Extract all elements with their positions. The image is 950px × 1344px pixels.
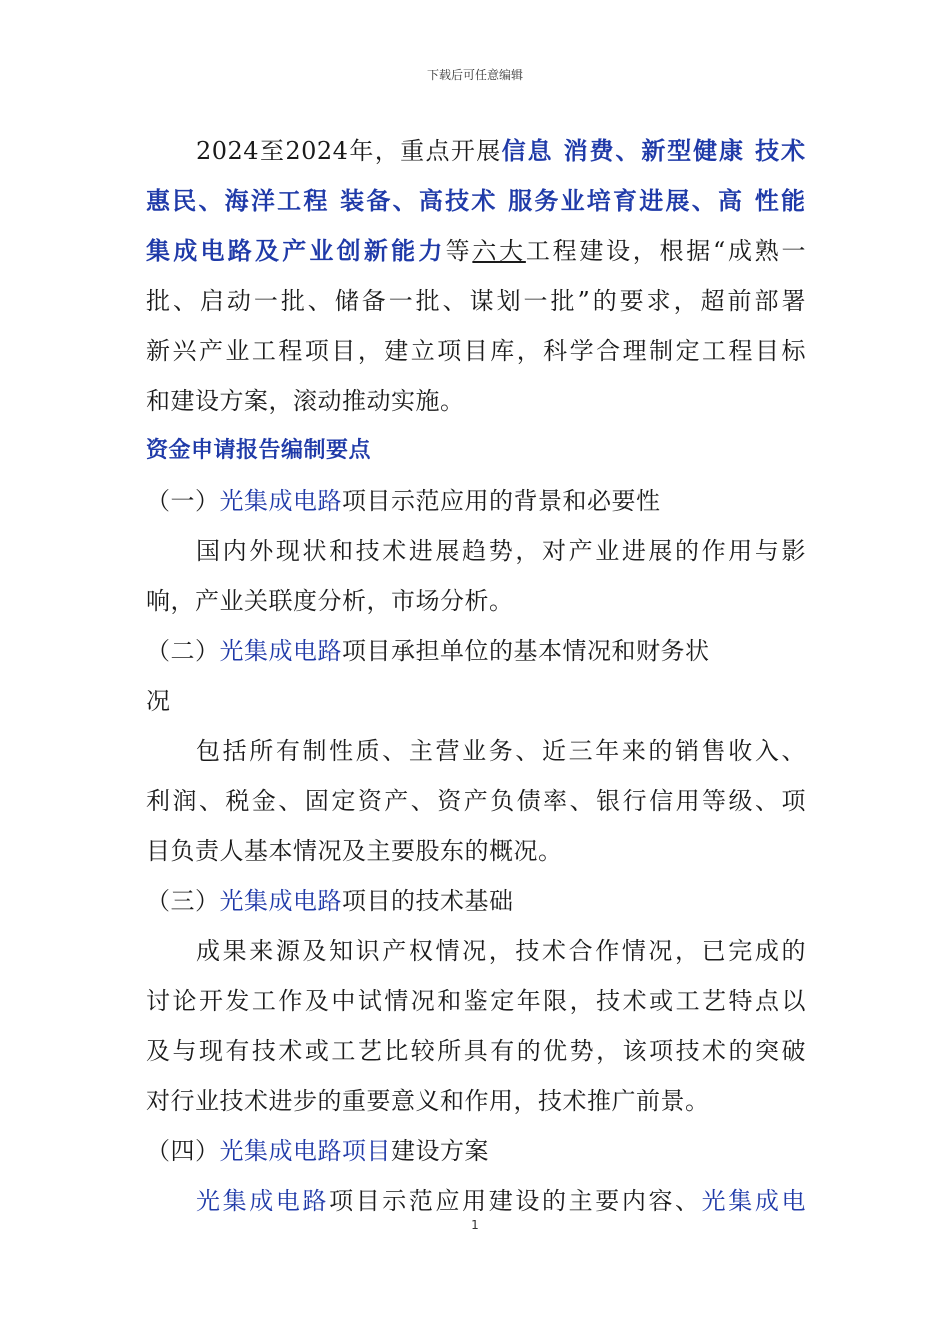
page-header: 下载后可任意编辑 [426, 68, 523, 82]
document-body [146, 126, 806, 1226]
section-4-body-1: 光集成电路项目示范应用建设的主要内容、光集成电 [196, 1187, 807, 1215]
underlined-text: 六大 [472, 237, 526, 265]
intro-line-6: 和建设方案，滚动推动实施。 [146, 387, 465, 415]
section-2-title-cont: 况 [146, 687, 171, 715]
highlight-text: 惠民、海洋工程 装备、高技术 服务业培育进展、高 性能 [146, 187, 806, 215]
section-4-title: （四）光集成电路项目建设方案 [146, 1137, 489, 1165]
section-2-body-2: 利润、税金、固定资产、资产负债率、银行信用等级、项 [146, 787, 806, 815]
section-1-body-2: 响，产业关联度分析，市场分析。 [146, 587, 514, 615]
highlight-text: 信息 消费、新型健康 技术 [501, 137, 806, 165]
highlight-text: 光集成电 [701, 1187, 807, 1215]
highlight-text: 光集成电路项目 [219, 1137, 391, 1165]
section-3-body-3: 及与现有技术或工艺比较所具有的优势，该项技术的突破 [146, 1037, 806, 1065]
highlight-text: 光集成电路 [196, 1187, 330, 1215]
section-1-title: （一）光集成电路项目示范应用的背景和必要性 [146, 487, 661, 515]
section-2-body-3: 目负责人基本情况及主要股东的概况。 [146, 837, 563, 865]
highlight-text: 光集成电路 [219, 487, 342, 515]
section-heading: 资金申请报告编制要点 [146, 438, 372, 463]
intro-line-2 [146, 176, 806, 226]
intro-line-1: 2024至2024年，重点开展信息 消费、新型健康 技术 [196, 137, 806, 165]
section-3-body-4: 对行业技术进步的重要意义和作用，技术推广前景。 [146, 1087, 710, 1115]
section-1-body-1: 国内外现状和技术进展趋势，对产业进展的作用与影 [196, 537, 806, 565]
page-number: 1 [471, 1218, 479, 1232]
section-3-body-2: 讨论开发工作及中试情况和鉴定年限，技术或工艺特点以 [146, 987, 806, 1015]
intro-line-5: 新兴产业工程项目，建立项目库，科学合理制定工程目标 [146, 337, 806, 365]
intro-line-3: 集成电路及产业创新能力等六大工程建设，根据“成熟一 [146, 237, 807, 265]
section-2-title: （二）光集成电路项目承担单位的基本情况和财务状 [146, 637, 710, 665]
section-3-body-1: 成果来源及知识产权情况，技术合作情况，已完成的 [196, 937, 806, 965]
section-3-title: （三）光集成电路项目的技术基础 [146, 887, 514, 915]
highlight-text: 光集成电路 [219, 637, 342, 665]
intro-line-4: 批、启动一批、储备一批、谋划一批”的要求，超前部署 [146, 287, 806, 315]
highlight-text: 光集成电路 [219, 887, 342, 915]
section-2-body-1: 包括所有制性质、主营业务、近三年来的销售收入、 [196, 737, 806, 765]
highlight-text: 集成电路及产业创新能力 [146, 237, 446, 265]
